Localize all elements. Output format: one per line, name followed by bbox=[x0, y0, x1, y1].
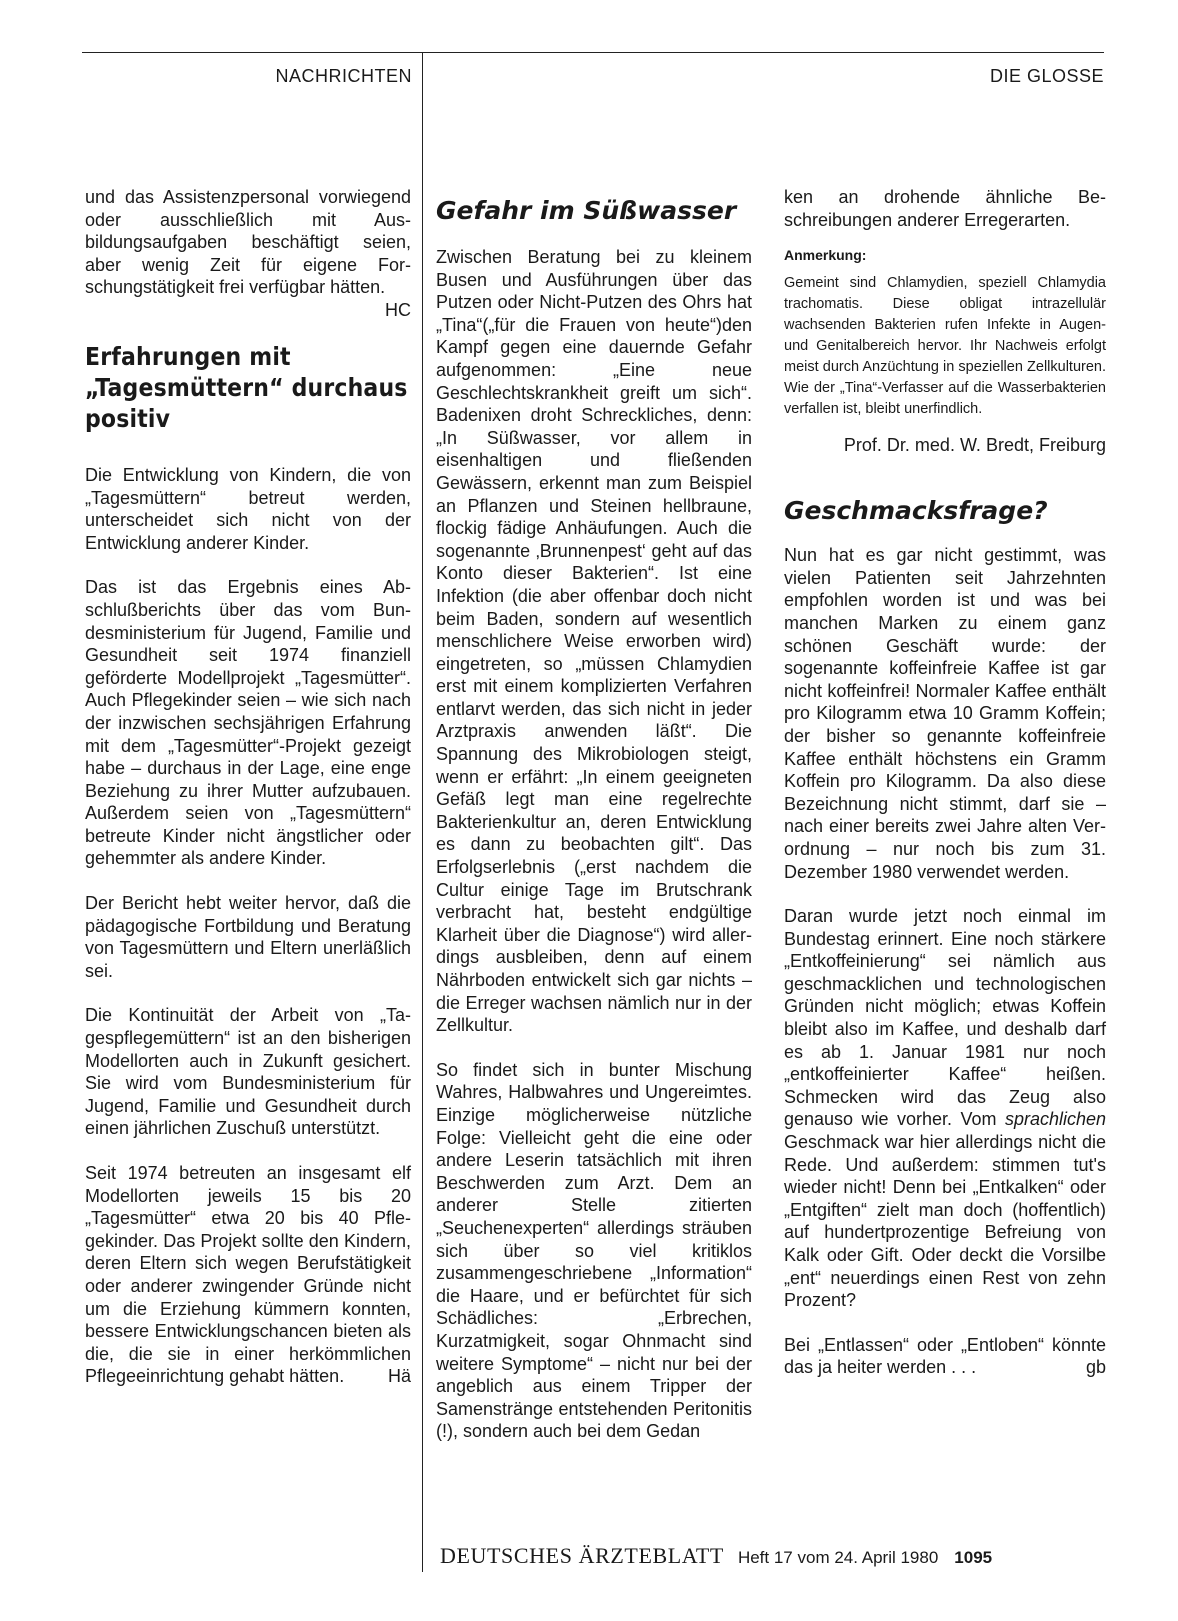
column-glosse bbox=[784, 186, 1106, 1379]
article-headline-tagesmuetter: Erfahrungen mit „Tagesmüttern“ durchaus positiv bbox=[85, 341, 408, 433]
tagesmuetter-paragraph-1: Die Entwicklung von Kindern, die von „Tagesmüttern“ betreut werden, unterscheidet sich nicht von der Entwicklung anderer Kinder. bbox=[85, 464, 411, 553]
section-label-glosse: DIE GLOSSE bbox=[989, 66, 1104, 86]
gefahr-paragraph-1: Zwischen Beratung bei zu kleinem Busen und Ausführungen über das Putzen oder Nicht-Putzen des Ohrs hat „Tina“(„für die Frauen von heute“)den Kampf gegen eine dauernde Gefahr aufgenommen: „Eine neue Geschlechtskrankheit greift um sich“. Badenixen droht Schreckliches, denn: „In Süßwasser, vor allem in eisenhaltigen und fließenden Gewässern, erkennt man zum Beispiel an Pflanzen und Steinen hellbraune, flockig fädige Anhäufungen. Auch die sogenannte ‚Brunnenpest‘ geht auf das Konto dieser Bakterien“. Ist eine Infektion (die aber offenbar doch nicht beim Baden, sondern auf wesentlich menschlichere Weise erworben wird) eingetreten, so „müssen Chlamydien erst mit einem komplizierten Verfahren entlarvt werden, das sich nicht in jeder Arztpraxis anwenden läßt“. Die Spannung des Mikrobiologen steigt, wenn er erfährt: „In einem geeigneten Gefäß legt man eine regelrechte Bakterienkultur an, deren Entwicklung es dann zu beobachten gilt“. Das Erfolgserlebnis („erst nachdem die Cultur einige Tage im Brutschrank verbracht hat, besteht endgültige Klarheit über die Diagnose“) wird allerdings ausbleiben, denn auf einem Nährboden entwickelt sich gar nichts – die Erreger wachsen nämlich nur in der Zellkultur. bbox=[436, 247, 752, 1036]
page-footer bbox=[440, 1543, 1105, 1569]
column-news bbox=[85, 186, 411, 1388]
tagesmuetter-paragraph-3: Der Bericht hebt weiter hervor, daß die pädagogische Fortbildung und Beratung von Tagesmüttern und Eltern unerläßlich sei. bbox=[85, 893, 411, 981]
news-intro-text: und das Assistenzpersonal vorwiegend oder ausschließlich mit Ausbildungsaufgaben beschäftigt seien, aber wenig Zeit für eigene Forschungstätigkeit frei verfügbar hätten. bbox=[85, 187, 411, 298]
tagesmuetter-paragraph-4: Die Kontinuität der Arbeit von „Tagespflegemüttern“ ist an den bisherigen Modellorten auch in Zukunft gesichert. Sie wird vom Bundesministerium für Jugend, Familie und Gesundheit durch einen jährlichen Zuschuß unterstützt. bbox=[85, 1005, 411, 1139]
gefahr-paragraph-2: So findet sich in bunter Mischung Wahres, Halbwahres und Ungereimtes. Einzige möglicherweise nützliche Folge: Vielleicht geht die eine oder andere Leserin tatsächlich mit ihren Beschwerden zum Arzt. Dem an anderer Stelle zitierten „Seuchenexperten“ allerdings sträuben sich über so viel kritiklos zusammengeschriebene „Information“ die Haare, und er befürchtet für sich Schädliches: „Erbrechen, Kurzatmigkeit, sogar Ohnmacht sind weitere Symptome“ – nicht nur bei der angeblich aus einem Tripper der Samenstränge entstehenden Peritonitis (!), sondern auch bei dem Gedan bbox=[436, 1059, 752, 1442]
column-divider bbox=[422, 52, 423, 1572]
tagesmuetter-paragraph-2: Das ist das Ergebnis eines Abschlußberichts über das vom Bundesministerium für Jugend, Familie und Gesundheit seit 1974 finanziell geförderte Modellprojekt „Tagesmütter“. Auch Pflegekinder seien – wie sich nach der inzwischen sechsjährigen Erfahrung mit dem „Tagesmütter“-Projekt gezeigt habe – durchaus in der Lage, eine enge Beziehung zu ihrer Mutter aufzubauen. Außerdem seien von „Tagesmüttern“ betreute Kinder nicht ängstlicher oder gehemmter als andere Kinder. bbox=[85, 577, 411, 869]
section-label-nachrichten: NACHRICHTEN bbox=[275, 66, 412, 86]
tagesmuetter-paragraph-5 bbox=[85, 1162, 411, 1388]
issue-info: Heft 17 vom 24. April 1980 bbox=[737, 1548, 939, 1567]
article-headline-gefahr: Gefahr im Süßwasser bbox=[436, 196, 737, 225]
tagesmuetter-signature: Hä bbox=[387, 1366, 411, 1387]
journal-name: DEUTSCHES ÄRZTEBLATT bbox=[440, 1543, 724, 1568]
tagesmuetter-paragraph-5-text: Seit 1974 betreuten an insgesamt elf Modellorten jeweils 15 bis 20 „Tagesmütter“ etwa 20 bis 40 Pflegekinder. Das Projekt sollte den Kindern, deren Eltern sich wegen Berufstätigkeit oder anderer zwingender Gründe nicht um die Erziehung kümmern konnten, bessere Entwicklungschancen bieten als die, die sie in einer herkömmlichen Pflegeeinrichtung gehabt hätten. bbox=[85, 1163, 411, 1387]
geschmack-italic-word: sprachlichen bbox=[1004, 1109, 1106, 1130]
gefahr-continuation: ken an drohende ähnliche Beschreibungen anderer Erregerarten. bbox=[784, 187, 1106, 230]
geschmack-paragraph-1: Nun hat es gar nicht gestimmt, was vielen Patienten seit Jahrzehnten empfohlen worden ist und was bei manchen Marken zu einem ganz schönen Geschäft wurde: der sogenannte koffeinfreie Kaffee ist gar nicht koffeinfrei! Normaler Kaffee enthält pro Kilogramm etwa 10 Gramm Koffein; der bisher so genannte koffeinfreie Kaffee enthält höchstens ein Gramm Koffein pro Kilogramm. Da also diese Bezeichnung nicht stimmt, darf sie – nach einer bereits zwei Jahre alten Verordnung – nur noch bis zum 31. Dezember 1980 verwendet werden. bbox=[784, 545, 1106, 882]
page-number: 1095 bbox=[954, 1548, 993, 1567]
geschmack-paragraph-3 bbox=[784, 1334, 1106, 1379]
note-heading: Anmerkung: bbox=[784, 247, 867, 264]
geschmack-signature: gb bbox=[1085, 1357, 1106, 1378]
geschmack-paragraph-2-text-b: Geschmack war hier allerdings nicht die Rede. Und außerdem: stimmen tut's wieder nicht! Denn bei „Entkalken“ oder „Entgiften“ zielt man doch (hoffentlich) auf hundertprozentige Befreiung von Kalk oder Gift. Oder deckt die Vorsilbe „ent“ neuerdings einen Rest von zehn Prozent? bbox=[784, 1132, 1106, 1311]
author-signature: Prof. Dr. med. W. Bredt, Freiburg bbox=[843, 435, 1106, 456]
geschmack-paragraph-3-text: Bei „Entlassen“ oder „Entloben“ könnte das ja heiter werden . . . bbox=[784, 1334, 1106, 1378]
news-intro-signature: HC bbox=[385, 299, 411, 320]
geschmack-paragraph-2 bbox=[784, 905, 1106, 1312]
top-rule bbox=[82, 52, 1104, 53]
geschmack-paragraph-2-text-a: Daran wurde jetzt noch einmal im Bundestag erinnert. Eine noch stärkere „Entkoffeinierung“ sei nämlich aus geschmacklichen und technologischen Gründen nicht möglich; etwas Koffein bleibt also im Kaffee, und deshalb darf es ab 1. Januar 1981 nur noch „entkoffeinierter Kaffee“ heißen. Schmecken wird das Zeug also genauso wie vorher. Vom bbox=[784, 906, 1106, 1130]
news-intro-paragraph bbox=[85, 186, 411, 320]
article-headline-geschmacksfrage: Geschmacksfrage? bbox=[784, 496, 1048, 526]
note-text: Gemeint sind Chlamydien, speziell Chlamydia trachomatis. Diese obligat intrazellulär wachsenden Bakterien rufen Infekte in Augen- und Genitalbereich hervor. Ihr Nachweis erfolgt meist durch Anzüchtung in speziellen Zellkulturen. Wie der „Tina“-Verfasser auf die Wasserbakterien verfallen ist, bleibt unerfindlich. bbox=[784, 275, 1106, 418]
column-gefahr bbox=[436, 186, 752, 1443]
